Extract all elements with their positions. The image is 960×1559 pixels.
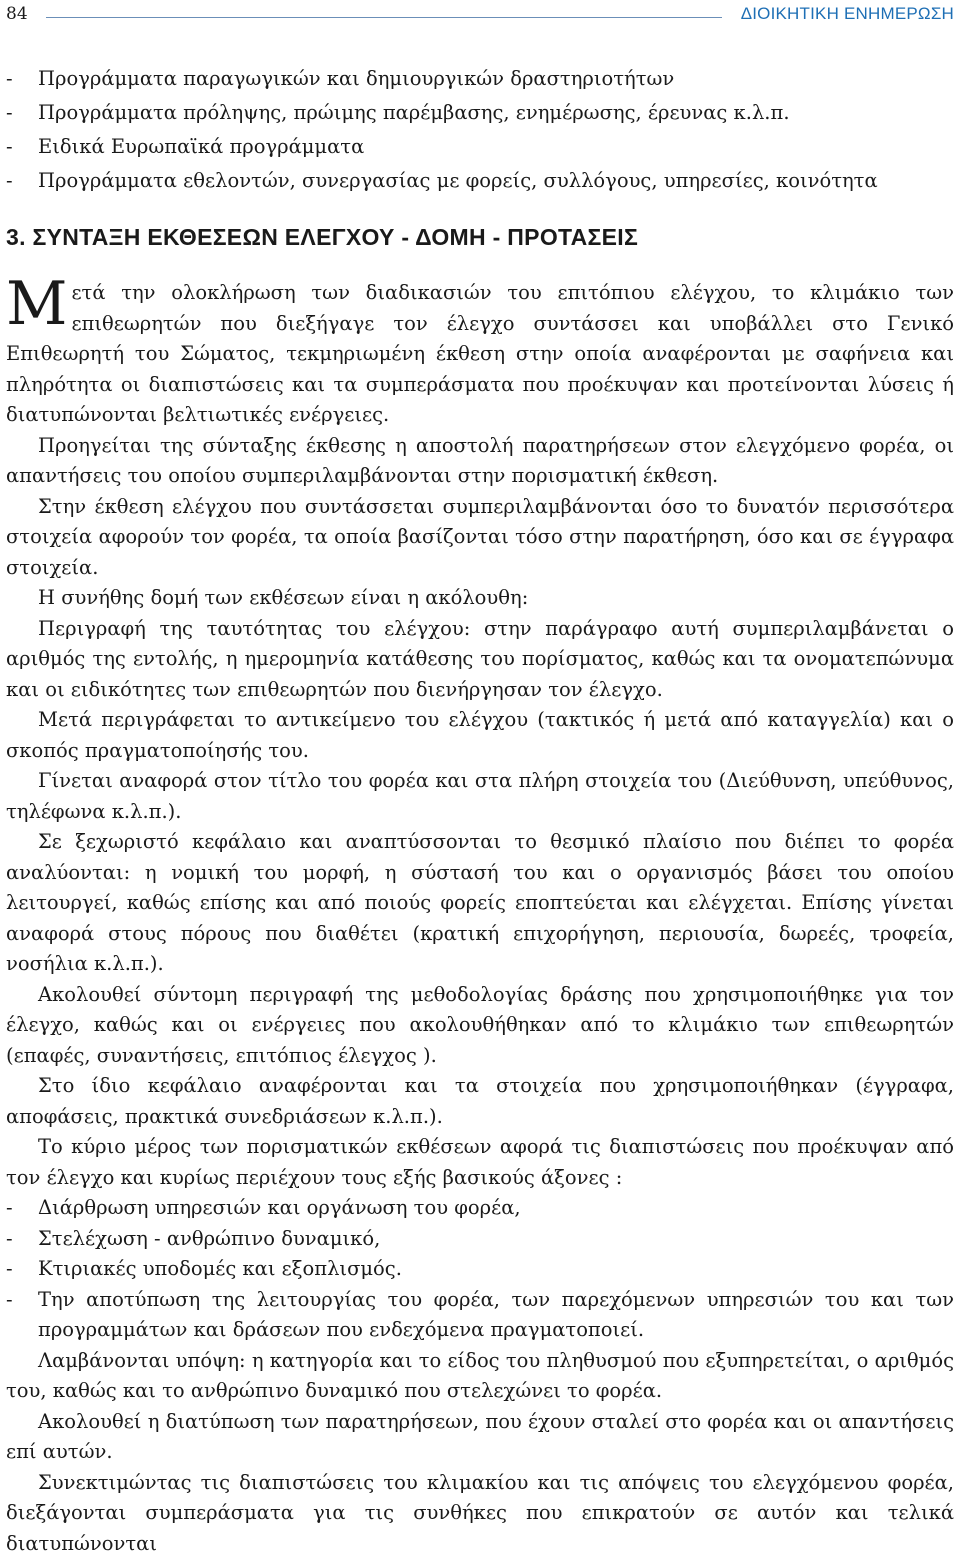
list-item: - Προγράμματα παραγωγικών και δημιουργικών δραστηριοτήτων	[6, 62, 954, 96]
list-item: - Προγράμματα εθελοντών, συνεργασίας με φορείς, συλλόγους, υπηρεσίες, κοινότητα	[6, 164, 954, 198]
paragraph: Ακολουθεί σύντομη περιγραφή της μεθοδολογίας δράσης που χρησιμοποιήθηκε για τον έλεγχο, καθώς και οι ενέργειες που ακολουθήθηκαν από το κλιμάκιο των επιθεωρητών (επαφές, συναντήσεις, επιτόπιος έλεγχος ).	[6, 980, 954, 1072]
programs-list	[6, 62, 954, 198]
section-title: 3. ΣΥΝΤΑΞΗ ΕΚΘΕΣΕΩΝ ΕΛΕΓΧΟΥ - ΔΟΜΗ - ΠΡΟΤΑΣΕΙΣ	[6, 224, 954, 251]
paragraph: Μετά περιγράφεται το αντικείμενο του ελέγχου (τακτικός ή μετά από καταγγελία) και ο σκοπός πραγματοποίησής του.	[6, 705, 954, 766]
paragraph: Προηγείται της σύνταξης έκθεσης η αποστολή παρατηρήσεων στον ελεγχόμενο φορέα, οι απαντήσεις του οποίου συμπεριλαμβάνονται στην πορισματική έκθεση.	[6, 431, 954, 492]
paragraph: Στην έκθεση ελέγχου που συντάσσεται συμπεριλαμβάνονται όσο το δυνατόν περισσότερα στοιχεία αφορούν τον φορέα, τα οποία βασίζονται τόσο στην παρατήρηση, όσο και σε έγγραφα στοιχεία.	[6, 492, 954, 584]
list-item: - Προγράμματα πρόληψης, πρώιμης παρέμβασης, ενημέρωσης, έρευνας κ.λ.π.	[6, 96, 954, 130]
paragraph: Στο ίδιο κεφάλαιο αναφέρονται και τα στοιχεία που χρησιμοποιήθηκαν (έγγραφα, αποφάσεις, πρακτικά συνεδριάσεων κ.λ.π.).	[6, 1071, 954, 1132]
list-item: - Ειδικά Ευρωπαϊκά προγράμματα	[6, 130, 954, 164]
list-item: - Διάρθρωση υπηρεσιών και οργάνωση του φορέα,	[6, 1193, 954, 1224]
paragraph: Λαμβάνονται υπόψη: η κατηγορία και το είδος του πληθυσμού που εξυπηρετείται, ο αριθμός του, καθώς και το ανθρώπινο δυναμικό που στελεχώνει το φορέα.	[6, 1346, 954, 1407]
paragraph: Ακολουθεί η διατύπωση των παρατηρήσεων, που έχουν σταλεί στο φορέα και οι απαντήσεις επί αυτών.	[6, 1407, 954, 1468]
page-number: 84	[6, 4, 28, 24]
page-header	[6, 0, 954, 24]
page-content	[6, 62, 954, 1559]
paragraph: Περιγραφή της ταυτότητας του ελέγχου: στην παράγραφο αυτή συμπεριλαμβάνεται ο αριθμός της εντολής, η ημερομηνία κατάθεσης του πορίσματος, καθώς και τα ονοματεπώνυμα και οι ειδικότητες των επιθεωρητών που διενήργησαν τον έλεγχο.	[6, 614, 954, 706]
body-text	[6, 278, 954, 1559]
paragraph: Η συνήθης δομή των εκθέσεων είναι η ακόλουθη:	[6, 583, 954, 614]
running-title: ΔΙΟΙΚΗΤΙΚΗ ΕΝΗΜΕΡΩΣΗ	[741, 4, 954, 24]
drop-cap: Μ	[6, 276, 67, 332]
paragraph: Συνεκτιμώντας τις διαπιστώσεις του κλιμακίου και τις απόψεις του ελεγχόμενου φορέα, διεξάγονται συμπεράσματα για τις συνθήκες που επικρατούν σε αυτόν και τελικά διατυπώνονται	[6, 1468, 954, 1559]
list-item: - Την αποτύπωση της λειτουργίας του φορέα, των παρεχόμενων υπηρεσιών του και των προγραμμάτων και δράσεων που ενδεχόμενα πραγματοποιεί.	[6, 1285, 954, 1346]
paragraph: Γίνεται αναφορά στον τίτλο του φορέα και στα πλήρη στοιχεία του (Διεύθυνση, υπεύθυνος, τηλέφωνα κ.λ.π.).	[6, 766, 954, 827]
paragraph: Μετά την ολοκλήρωση των διαδικασιών του επιτόπιου ελέγχου, το κλιμάκιο των επιθεωρητών που διεξήγαγε τον έλεγχο συντάσσει και υποβάλλει στο Γενικό Επιθεωρητή του Σώματος, τεκμηριωμένη έκθεση στην οποία αναφέρονται με σαφήνεια και πληρότητα οι διαπιστώσεις και τα συμπεράσματα που προέκυψαν και προτείνονται λύσεις ή διατυπώνονται βελτιωτικές ενέργειες.	[6, 278, 954, 431]
paragraph: Σε ξεχωριστό κεφάλαιο και αναπτύσσονται το θεσμικό πλαίσιο που διέπει το φορέα αναλύονται: η νομική του μορφή, η σύστασή του και ο οργανισμός βάσει του οποίου λειτουργεί, καθώς επίσης και από ποιούς φορείς εποπτεύεται και ελέγχεται. Επίσης γίνεται αναφορά στους πόρους που διαθέτει (κρατική επιχορήγηση, περιουσία, δωρεές, τροφεία, νοσήλια κ.λ.π.).	[6, 827, 954, 980]
list-item: - Κτιριακές υποδομές και εξοπλισμός.	[6, 1254, 954, 1285]
paragraph: Το κύριο μέρος των πορισματικών εκθέσεων αφορά τις διαπιστώσεις που προέκυψαν από τον έλεγχο και κυρίως περιέχουν τους εξής βασικούς άξονες :	[6, 1132, 954, 1193]
header-rule	[46, 17, 722, 18]
list-item: - Στελέχωση - ανθρώπινο δυναμικό,	[6, 1224, 954, 1255]
